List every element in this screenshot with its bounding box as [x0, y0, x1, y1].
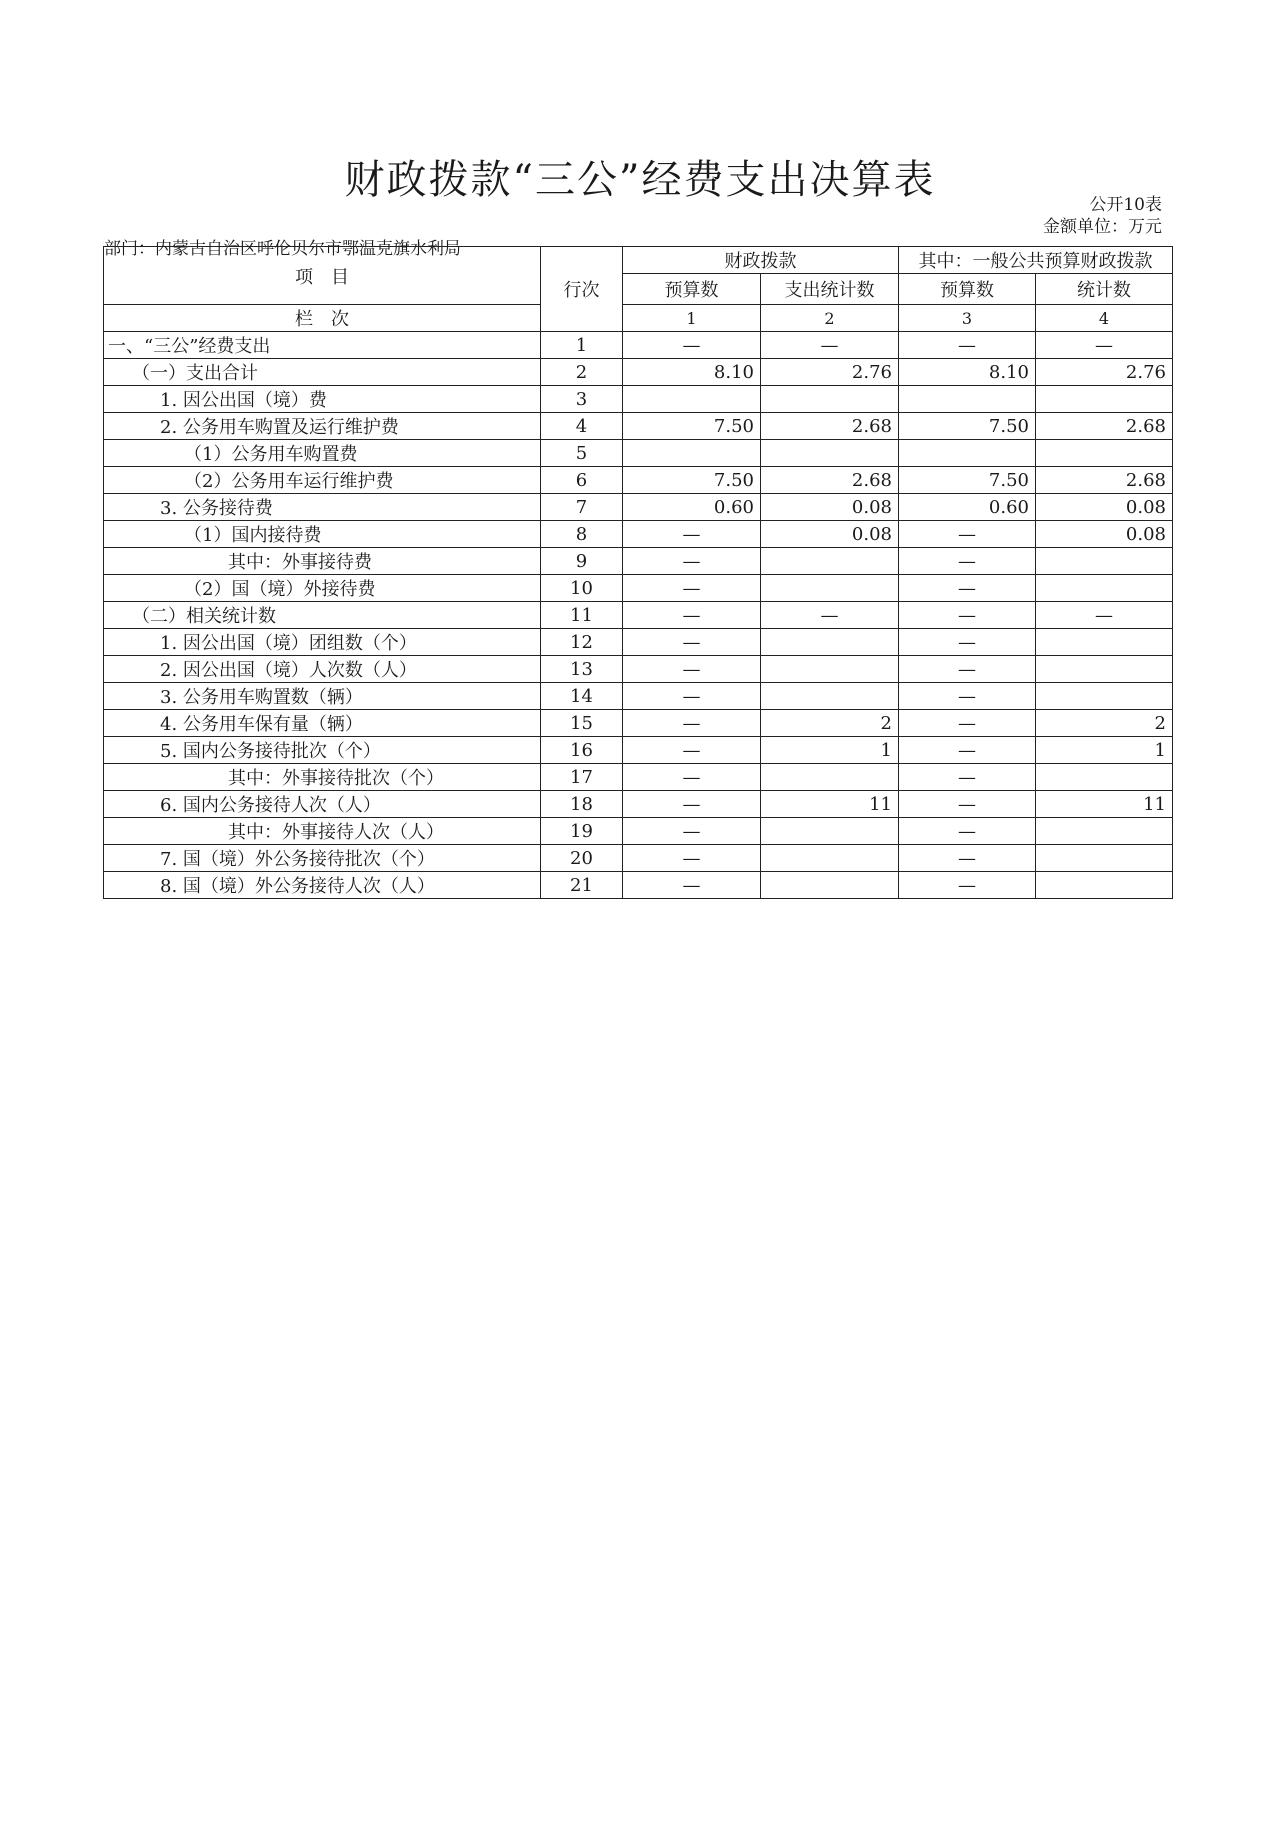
row-number: 10 — [541, 575, 623, 602]
cell-budget-fiscal: — — [623, 629, 761, 656]
row-item-name: 其中：外事接待费 — [104, 548, 541, 575]
header-colnum-3: 3 — [899, 305, 1036, 332]
table-row — [104, 683, 1173, 710]
cell-budget-general: — — [899, 791, 1036, 818]
cell-stat-general — [1036, 872, 1173, 899]
cell-stat-general: 1 — [1036, 737, 1173, 764]
row-item-name: 6. 国内公务接待人次（人） — [104, 791, 541, 818]
row-number: 17 — [541, 764, 623, 791]
row-number: 21 — [541, 872, 623, 899]
cell-budget-general: 0.60 — [899, 494, 1036, 521]
cell-budget-fiscal: — — [623, 575, 761, 602]
header-lanci: 栏 次 — [104, 305, 541, 332]
cell-spent-fiscal — [761, 656, 899, 683]
row-number: 5 — [541, 440, 623, 467]
cell-budget-general: — — [899, 575, 1036, 602]
cell-budget-general: — — [899, 602, 1036, 629]
row-item-name: （2）公务用车运行维护费 — [104, 467, 541, 494]
cell-budget-fiscal: — — [623, 818, 761, 845]
header-group-general-budget: 其中：一般公共预算财政拨款 — [899, 247, 1173, 274]
row-number: 16 — [541, 737, 623, 764]
cell-stat-general — [1036, 548, 1173, 575]
cell-budget-fiscal: — — [623, 710, 761, 737]
cell-stat-general: 2.68 — [1036, 467, 1173, 494]
cell-spent-fiscal: 1 — [761, 737, 899, 764]
cell-stat-general — [1036, 440, 1173, 467]
row-item-name: （2）国（境）外接待费 — [104, 575, 541, 602]
cell-budget-general: 7.50 — [899, 413, 1036, 440]
row-item-name: 其中：外事接待批次（个） — [104, 764, 541, 791]
cell-spent-fiscal: 11 — [761, 791, 899, 818]
row-item-name: （二）相关统计数 — [104, 602, 541, 629]
row-item-name: 5. 国内公务接待批次（个） — [104, 737, 541, 764]
cell-stat-general: 0.08 — [1036, 521, 1173, 548]
row-item-name: 4. 公务用车保有量（辆） — [104, 710, 541, 737]
cell-spent-fiscal: — — [761, 332, 899, 359]
header-group-fiscal: 财政拨款 — [623, 247, 899, 274]
table-row — [104, 386, 1173, 413]
row-item-name: （1）公务用车购置费 — [104, 440, 541, 467]
table-row — [104, 440, 1173, 467]
table-row — [104, 467, 1173, 494]
row-number: 4 — [541, 413, 623, 440]
row-number: 9 — [541, 548, 623, 575]
cell-spent-fiscal — [761, 548, 899, 575]
table-row — [104, 575, 1173, 602]
table-row — [104, 764, 1173, 791]
cell-budget-fiscal — [623, 386, 761, 413]
header-col-spent-2: 支出统计数 — [761, 274, 899, 305]
cell-budget-general: — — [899, 548, 1036, 575]
cell-spent-fiscal: — — [761, 602, 899, 629]
cell-budget-general: — — [899, 845, 1036, 872]
table-row — [104, 332, 1173, 359]
cell-spent-fiscal — [761, 764, 899, 791]
cell-budget-general: — — [899, 332, 1036, 359]
cell-budget-fiscal: — — [623, 845, 761, 872]
table-row — [104, 710, 1173, 737]
cell-budget-general — [899, 440, 1036, 467]
cell-budget-general: — — [899, 656, 1036, 683]
cell-budget-fiscal: — — [623, 521, 761, 548]
cell-budget-fiscal: 7.50 — [623, 467, 761, 494]
table-row — [104, 494, 1173, 521]
row-item-name: 一、“三公”经费支出 — [104, 332, 541, 359]
row-number: 11 — [541, 602, 623, 629]
row-number: 3 — [541, 386, 623, 413]
cell-spent-fiscal — [761, 440, 899, 467]
cell-budget-fiscal: 8.10 — [623, 359, 761, 386]
table-row — [104, 656, 1173, 683]
cell-budget-general: — — [899, 764, 1036, 791]
header-colnum-4: 4 — [1036, 305, 1173, 332]
cell-budget-fiscal: — — [623, 791, 761, 818]
cell-spent-fiscal — [761, 818, 899, 845]
cell-stat-general — [1036, 575, 1173, 602]
cell-stat-general: 11 — [1036, 791, 1173, 818]
cell-spent-fiscal — [761, 386, 899, 413]
cell-budget-fiscal: — — [623, 683, 761, 710]
row-item-name: 3. 公务接待费 — [104, 494, 541, 521]
cell-budget-general: — — [899, 521, 1036, 548]
cell-stat-general: 2 — [1036, 710, 1173, 737]
header-item: 项 目 — [104, 247, 541, 305]
row-item-name: 2. 因公出国（境）人次数（人） — [104, 656, 541, 683]
table-row — [104, 413, 1173, 440]
row-item-name: 7. 国（境）外公务接待批次（个） — [104, 845, 541, 872]
cell-stat-general: — — [1036, 602, 1173, 629]
row-number: 20 — [541, 845, 623, 872]
cell-budget-fiscal: — — [623, 737, 761, 764]
cell-spent-fiscal: 2.68 — [761, 467, 899, 494]
cell-budget-general: — — [899, 710, 1036, 737]
page-title: 财政拨款“三公”经费支出决算表 — [344, 157, 936, 203]
cell-spent-fiscal: 0.08 — [761, 494, 899, 521]
form-number: 公开10表 — [1089, 195, 1162, 215]
row-number: 18 — [541, 791, 623, 818]
table-row — [104, 602, 1173, 629]
row-number: 1 — [541, 332, 623, 359]
cell-stat-general: 0.08 — [1036, 494, 1173, 521]
row-item-name: （1）国内接待费 — [104, 521, 541, 548]
row-number: 7 — [541, 494, 623, 521]
cell-spent-fiscal: 2.68 — [761, 413, 899, 440]
cell-spent-fiscal — [761, 872, 899, 899]
cell-stat-general — [1036, 818, 1173, 845]
cell-budget-fiscal: — — [623, 764, 761, 791]
amount-unit: 金额单位：万元 — [1043, 217, 1162, 237]
header-col-budget-1: 预算数 — [623, 274, 761, 305]
cell-budget-general — [899, 386, 1036, 413]
cell-stat-general: 2.68 — [1036, 413, 1173, 440]
cell-budget-fiscal: — — [623, 602, 761, 629]
cell-spent-fiscal: 2.76 — [761, 359, 899, 386]
cell-stat-general — [1036, 629, 1173, 656]
cell-stat-general — [1036, 683, 1173, 710]
row-number: 13 — [541, 656, 623, 683]
cell-spent-fiscal: 2 — [761, 710, 899, 737]
row-number: 19 — [541, 818, 623, 845]
cell-spent-fiscal — [761, 629, 899, 656]
table-row — [104, 548, 1173, 575]
row-item-name: 3. 公务用车购置数（辆） — [104, 683, 541, 710]
cell-budget-general: — — [899, 737, 1036, 764]
cell-spent-fiscal — [761, 683, 899, 710]
cell-budget-fiscal — [623, 440, 761, 467]
header-col-stat-4: 统计数 — [1036, 274, 1173, 305]
department-label: 部门：内蒙古自治区呼伦贝尔市鄂温克旗水利局 — [104, 239, 461, 259]
cell-stat-general — [1036, 386, 1173, 413]
table-row — [104, 737, 1173, 764]
row-number: 6 — [541, 467, 623, 494]
row-item-name: 2. 公务用车购置及运行维护费 — [104, 413, 541, 440]
row-number: 8 — [541, 521, 623, 548]
cell-stat-general: 2.76 — [1036, 359, 1173, 386]
cell-stat-general — [1036, 656, 1173, 683]
cell-stat-general — [1036, 764, 1173, 791]
table-row — [104, 818, 1173, 845]
cell-budget-general: — — [899, 818, 1036, 845]
row-number: 12 — [541, 629, 623, 656]
cell-budget-fiscal: — — [623, 656, 761, 683]
table-row — [104, 872, 1173, 899]
cell-budget-fiscal: — — [623, 548, 761, 575]
row-item-name: 8. 国（境）外公务接待人次（人） — [104, 872, 541, 899]
row-item-name: （一）支出合计 — [104, 359, 541, 386]
table-row — [104, 521, 1173, 548]
cell-budget-general: 8.10 — [899, 359, 1036, 386]
expenditure-table — [103, 246, 1173, 899]
cell-budget-fiscal: 7.50 — [623, 413, 761, 440]
row-item-name: 1. 因公出国（境）费 — [104, 386, 541, 413]
row-number: 15 — [541, 710, 623, 737]
cell-budget-general: — — [899, 683, 1036, 710]
table-body — [104, 332, 1173, 899]
row-number: 14 — [541, 683, 623, 710]
header-colnum-1: 1 — [623, 305, 761, 332]
cell-budget-fiscal: 0.60 — [623, 494, 761, 521]
cell-spent-fiscal — [761, 575, 899, 602]
cell-budget-fiscal: — — [623, 332, 761, 359]
table-row — [104, 791, 1173, 818]
table-row — [104, 629, 1173, 656]
cell-budget-general: — — [899, 629, 1036, 656]
cell-budget-general: — — [899, 872, 1036, 899]
header-col-budget-3: 预算数 — [899, 274, 1036, 305]
cell-spent-fiscal: 0.08 — [761, 521, 899, 548]
row-item-name: 1. 因公出国（境）团组数（个） — [104, 629, 541, 656]
cell-budget-fiscal: — — [623, 872, 761, 899]
cell-stat-general — [1036, 845, 1173, 872]
row-item-name: 其中：外事接待人次（人） — [104, 818, 541, 845]
table-row — [104, 845, 1173, 872]
cell-stat-general: — — [1036, 332, 1173, 359]
header-colnum-2: 2 — [761, 305, 899, 332]
header-row-no: 行次 — [541, 247, 623, 332]
cell-budget-general: 7.50 — [899, 467, 1036, 494]
row-number: 2 — [541, 359, 623, 386]
cell-spent-fiscal — [761, 845, 899, 872]
table-row — [104, 359, 1173, 386]
